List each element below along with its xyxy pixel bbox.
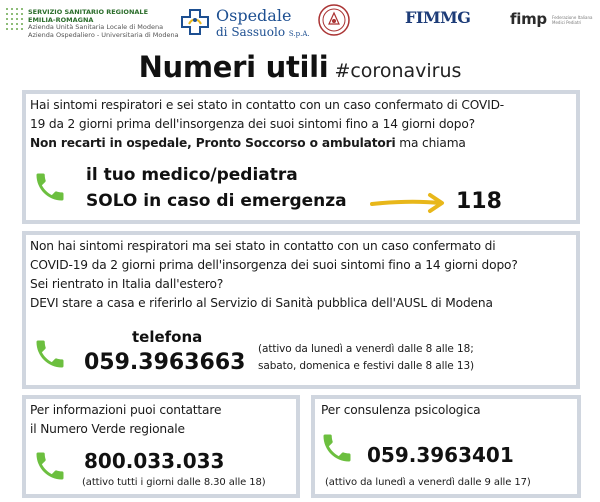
logo-fimp bbox=[508, 8, 598, 38]
ssr-line-2: EMILIA-ROMAGNA bbox=[28, 15, 94, 24]
fimp-tagline: Federazione Italiana Medici Pediatri bbox=[552, 15, 593, 25]
info-box-numero-verde bbox=[22, 395, 300, 498]
sassuolo-sub: di Sassuolo S.p.A. bbox=[216, 25, 310, 39]
box1-line1: Hai sintomi respiratori e sei stato in contatto con un caso confermato di COVID- bbox=[30, 98, 505, 112]
info-box-psychological bbox=[311, 395, 581, 498]
box2-line3: Sei rientrato in Italia dall'estero? bbox=[30, 277, 224, 291]
box3-line2: il Numero Verde regionale bbox=[30, 422, 185, 436]
ssr-line-1: SERVIZIO SANITARIO REGIONALE bbox=[28, 8, 149, 16]
box3-hours: (attivo tutti i giorni dalle 8.30 alle 18) bbox=[82, 477, 266, 488]
box2-line1: Non hai sintomi respiratori ma sei stato in contatto con un caso confermato di bbox=[30, 239, 496, 253]
box3-line1: Per informazioni puoi contattare bbox=[30, 403, 222, 417]
info-box-contact bbox=[22, 231, 580, 389]
call-only-emergency: SOLO in caso di emergenza bbox=[86, 191, 347, 211]
box4-hours: (attivo da lunedì a venerdì dalle 9 alle 17) bbox=[325, 477, 531, 488]
call-label: telefona bbox=[132, 328, 203, 346]
page-title bbox=[0, 50, 600, 84]
logo-fimmg: FIMMG bbox=[405, 8, 471, 27]
emergency-number: 118 bbox=[456, 189, 502, 214]
ssr-dots-mark-icon bbox=[6, 8, 24, 34]
phone-number-ausl: 059.3963663 bbox=[84, 350, 246, 375]
ssr-line-3: Azienda Unità Sanitaria Locale di Modena bbox=[28, 23, 164, 31]
box1-line2: 19 da 2 giorni prima dell'insorgenza dei suoi sintomi fino a 14 giorni dopo? bbox=[30, 117, 475, 131]
box1-line3: Non recarti in ospedale, Pronto Soccorso o ambulatori ma chiama bbox=[30, 136, 466, 150]
box2-line2: COVID-19 da 2 giorni prima dell'insorgenza dei suoi sintomi fino a 14 giorni dopo? bbox=[30, 258, 518, 272]
box2-hours-line1: (attivo da lunedì a venerdì dalle 8 alle 18; bbox=[258, 343, 474, 355]
phone-number-psychological: 059.3963401 bbox=[367, 443, 514, 467]
phone-icon bbox=[32, 447, 68, 485]
box4-line1: Per consulenza psicologica bbox=[321, 403, 481, 417]
logo-ssr-emilia-romagna bbox=[6, 6, 179, 40]
phone-icon bbox=[32, 168, 68, 206]
university-seal-icon bbox=[318, 4, 350, 36]
sassuolo-name: Ospedale bbox=[216, 6, 292, 25]
arrow-right-icon bbox=[370, 192, 450, 214]
hospital-cross-icon bbox=[180, 8, 210, 36]
phone-icon bbox=[32, 335, 68, 373]
box2-hours-line2: sabato, domenica e festivi dalle 8 alle 13) bbox=[258, 360, 475, 372]
phone-icon bbox=[319, 429, 355, 467]
logo-ospedale-sassuolo bbox=[180, 6, 315, 40]
info-box-symptoms bbox=[22, 90, 580, 224]
title-main: Numeri utili bbox=[138, 50, 329, 84]
call-your-doctor: il tuo medico/pediatra bbox=[86, 165, 298, 185]
box2-line4: DEVI stare a casa e riferirlo al Servizio di Sanità pubblica dell'AUSL di Modena bbox=[30, 296, 493, 310]
title-hashtag: #coronavirus bbox=[334, 60, 462, 82]
ssr-line-4: Azienda Ospedaliero - Universitaria di Modena bbox=[28, 30, 179, 39]
phone-number-verde: 800.033.033 bbox=[84, 449, 225, 473]
fimp-word: fimp bbox=[510, 10, 547, 28]
